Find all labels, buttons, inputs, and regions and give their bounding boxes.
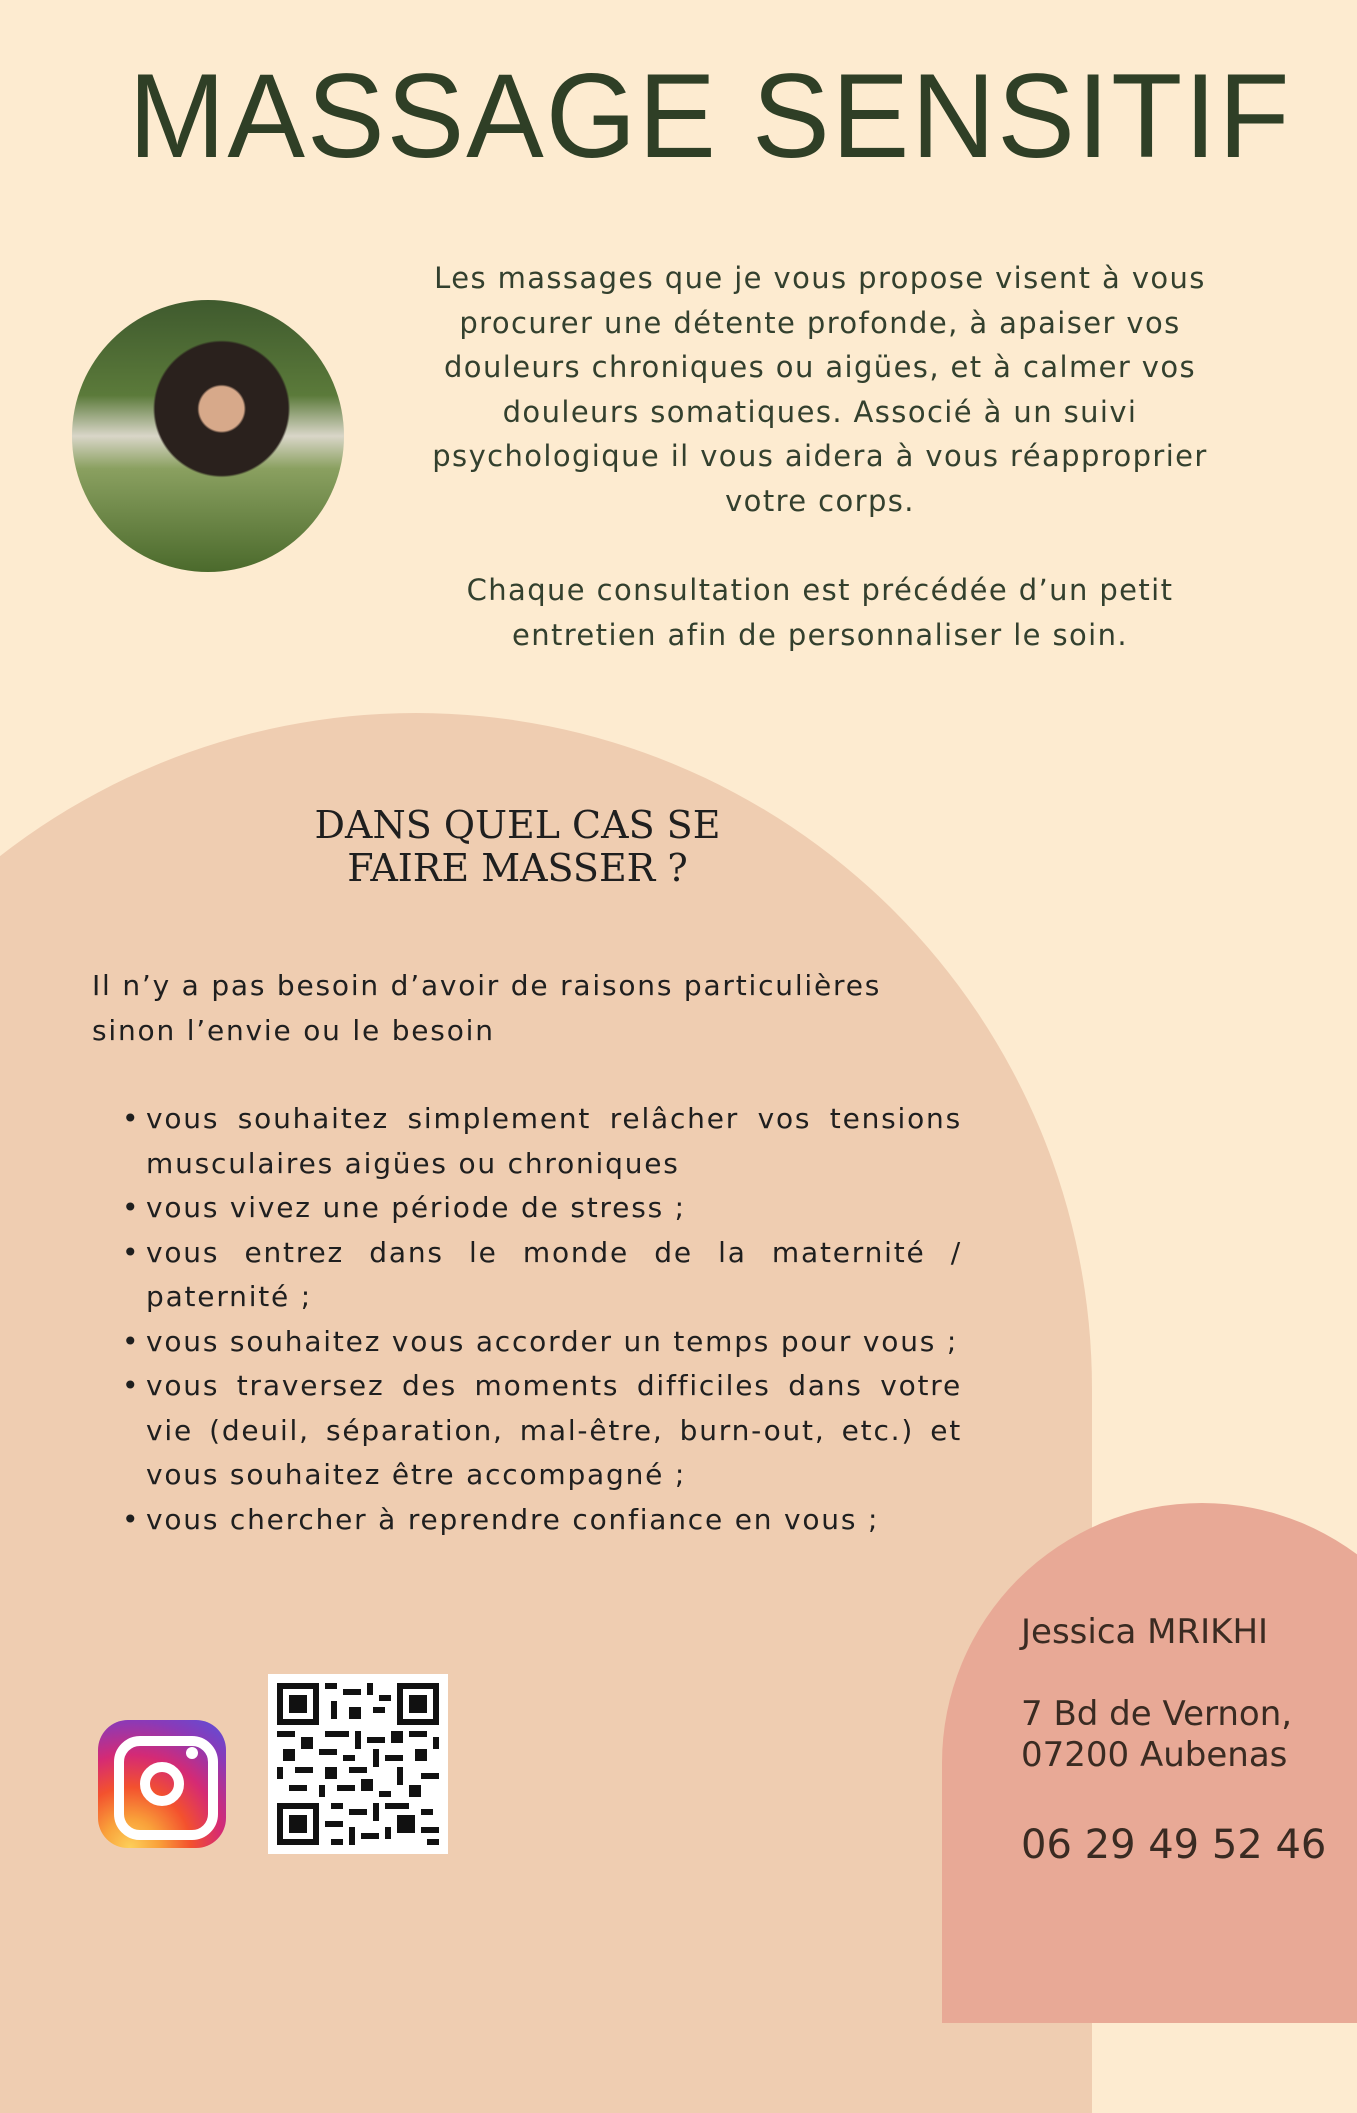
instagram-dot bbox=[186, 1747, 198, 1759]
page-title: MASSAGE SENSITIF bbox=[128, 49, 1292, 183]
address-line-1: 7 Bd de Vernon, bbox=[1021, 1694, 1293, 1734]
section-lead: Il n’y a pas besoin d’avoir de raisons particulières sinon l’envie ou le besoin bbox=[92, 969, 882, 1047]
list-item: • vous chercher à reprendre confiance en vous ; bbox=[92, 1498, 962, 1543]
list-item: • vous vivez une période de stress ; bbox=[92, 1186, 962, 1231]
profile-photo bbox=[72, 300, 344, 572]
intro-paragraph-2: Chaque consultation est précédée d’un petit entretien afin de personnaliser le soin. bbox=[466, 573, 1174, 652]
section-title-line-1: DANS QUEL CAS SE bbox=[314, 803, 721, 847]
instagram-lens bbox=[140, 1762, 184, 1806]
list-item: • vous souhaitez vous accorder un temps pour vous ; bbox=[92, 1320, 962, 1365]
address-line-2: 07200 Aubenas bbox=[1021, 1735, 1288, 1775]
contact-name: Jessica MRIKHI bbox=[1021, 1612, 1269, 1652]
intro-paragraph-1: Les massages que je vous propose visent à vous procurer une détente profonde, à apaiser vos douleurs chroniques ou aigües, et à calmer vos douleurs somatiques. Associé à un suivi psychologique il vous aidera à vous réapproprier votre corps. bbox=[432, 261, 1208, 518]
qr-code[interactable] bbox=[268, 1674, 448, 1854]
qr-code-pattern bbox=[277, 1683, 439, 1845]
list-item: • vous traversez des moments difficiles dans votre vie (deuil, séparation, mal-être, burn-out, etc.) et vous souhaitez être accompagné ; bbox=[92, 1364, 962, 1498]
contact-address bbox=[1021, 1694, 1351, 1776]
intro-text bbox=[400, 256, 1240, 657]
list-item: • vous souhaitez simplement relâcher vos tensions musculaires aigües ou chroniques bbox=[92, 1097, 962, 1186]
list-item: • vous entrez dans le monde de la maternité / paternité ; bbox=[92, 1231, 962, 1320]
section-title-line-2: FAIRE MASSER ? bbox=[347, 846, 688, 890]
contact-phone[interactable]: 06 29 49 52 46 bbox=[1021, 1822, 1327, 1868]
instagram-icon[interactable] bbox=[98, 1720, 226, 1848]
reasons-list bbox=[92, 1097, 962, 1542]
section-title bbox=[240, 804, 795, 890]
